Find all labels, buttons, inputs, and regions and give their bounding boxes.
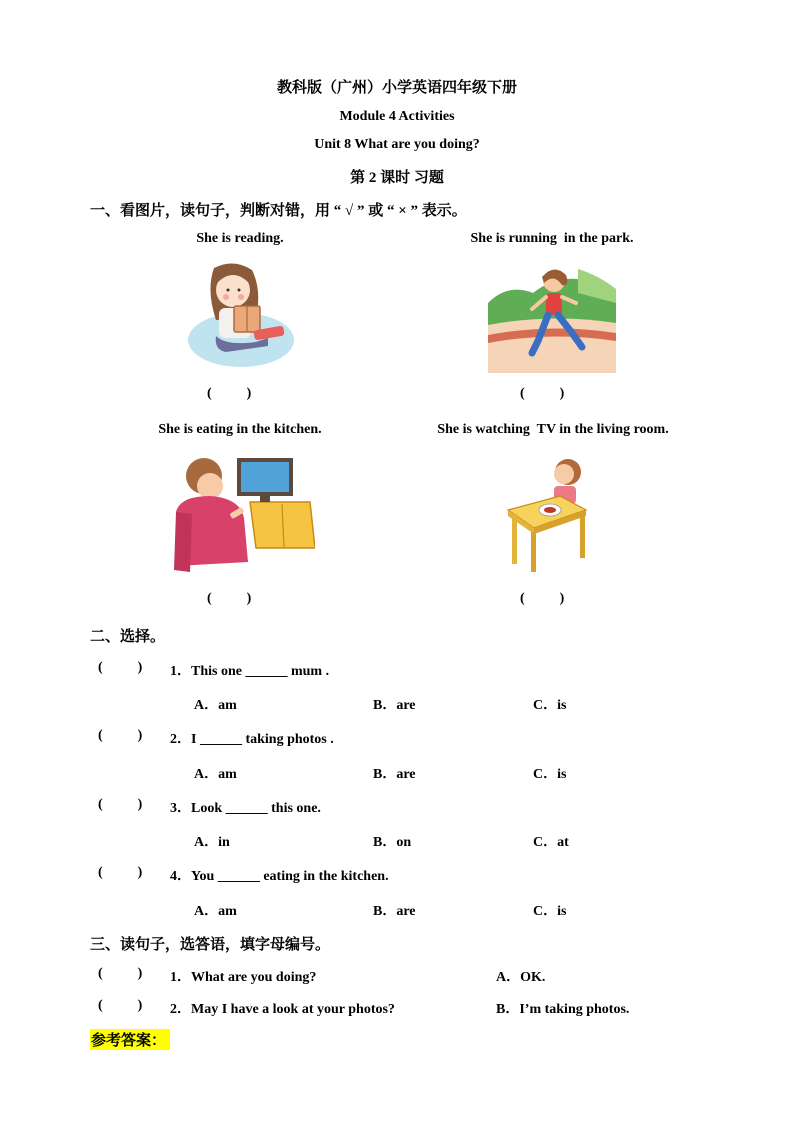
s2-q1-option-a: A．am xyxy=(194,698,237,713)
s2-q3-answer-blank[interactable]: ( ) xyxy=(98,797,143,812)
s3-response-b: B．I’m taking photos. xyxy=(496,1002,630,1017)
item4-answer-blank[interactable]: ( ) xyxy=(520,591,565,606)
item1-answer-blank[interactable]: ( ) xyxy=(207,386,252,401)
girl-eating-picture xyxy=(504,452,590,574)
s2-q4-option-b: B．are xyxy=(373,904,416,919)
s2-q3-option-b: B．on xyxy=(373,835,412,850)
answer-key-label: 参考答案： xyxy=(90,1029,170,1050)
s3-response-a: A．OK. xyxy=(496,970,546,985)
s2-q2-option-b: B．are xyxy=(373,767,416,782)
s2-q4-option-c: C．is xyxy=(533,904,567,919)
s2-q2-stem: 2．I ______ taking photos . xyxy=(170,732,334,747)
girl-running-picture xyxy=(488,263,616,373)
s3-q1-answer-blank[interactable]: ( ) xyxy=(98,966,143,981)
s3-q2-stem: 2．May I have a look at your photos? xyxy=(170,1002,395,1017)
girl-watching-tv-picture xyxy=(170,452,315,574)
s2-q3-option-c: C．at xyxy=(533,835,569,850)
s2-q1-option-c: C．is xyxy=(533,698,567,713)
section3-heading: 三、读句子，选答语，填字母编号。 xyxy=(90,937,331,953)
s2-q4-answer-blank[interactable]: ( ) xyxy=(98,865,143,880)
unit-title: Unit 8 What are you doing? xyxy=(314,137,480,152)
item4-sentence: She is watching TV in the living room. xyxy=(437,422,669,437)
s2-q2-answer-blank[interactable]: ( ) xyxy=(98,728,143,743)
s2-q3-stem: 3．Look ______ this one. xyxy=(170,801,321,816)
s2-q1-stem: 1．This one ______ mum . xyxy=(170,664,330,679)
s2-q1-answer-blank[interactable]: ( ) xyxy=(98,660,143,675)
section1-heading: 一、看图片，读句子，判断对错，用 “ √ ” 或 “ × ” 表示。 xyxy=(90,203,467,219)
lesson-title: 第 2 课时 习题 xyxy=(350,170,444,186)
s2-q3-option-a: A．in xyxy=(194,835,230,850)
s2-q4-stem: 4．You ______ eating in the kitchen. xyxy=(170,869,389,884)
item2-answer-blank[interactable]: ( ) xyxy=(520,386,565,401)
s2-q2-option-a: A．am xyxy=(194,767,237,782)
s2-q1-option-b: B．are xyxy=(373,698,416,713)
worksheet-title: 教科版（广州）小学英语四年级下册 xyxy=(276,80,517,96)
s3-q1-stem: 1．What are you doing? xyxy=(170,970,317,985)
item3-answer-blank[interactable]: ( ) xyxy=(207,591,252,606)
item2-sentence: She is running in the park. xyxy=(470,231,634,246)
s3-q2-answer-blank[interactable]: ( ) xyxy=(98,998,143,1013)
s2-q2-option-c: C．is xyxy=(533,767,567,782)
section2-heading: 二、选择。 xyxy=(90,629,166,645)
module-title: Module 4 Activities xyxy=(339,109,455,124)
item1-sentence: She is reading. xyxy=(196,231,284,246)
girl-reading-picture xyxy=(186,260,296,372)
s2-q4-option-a: A．am xyxy=(194,904,237,919)
item3-sentence: She is eating in the kitchen. xyxy=(158,422,322,437)
